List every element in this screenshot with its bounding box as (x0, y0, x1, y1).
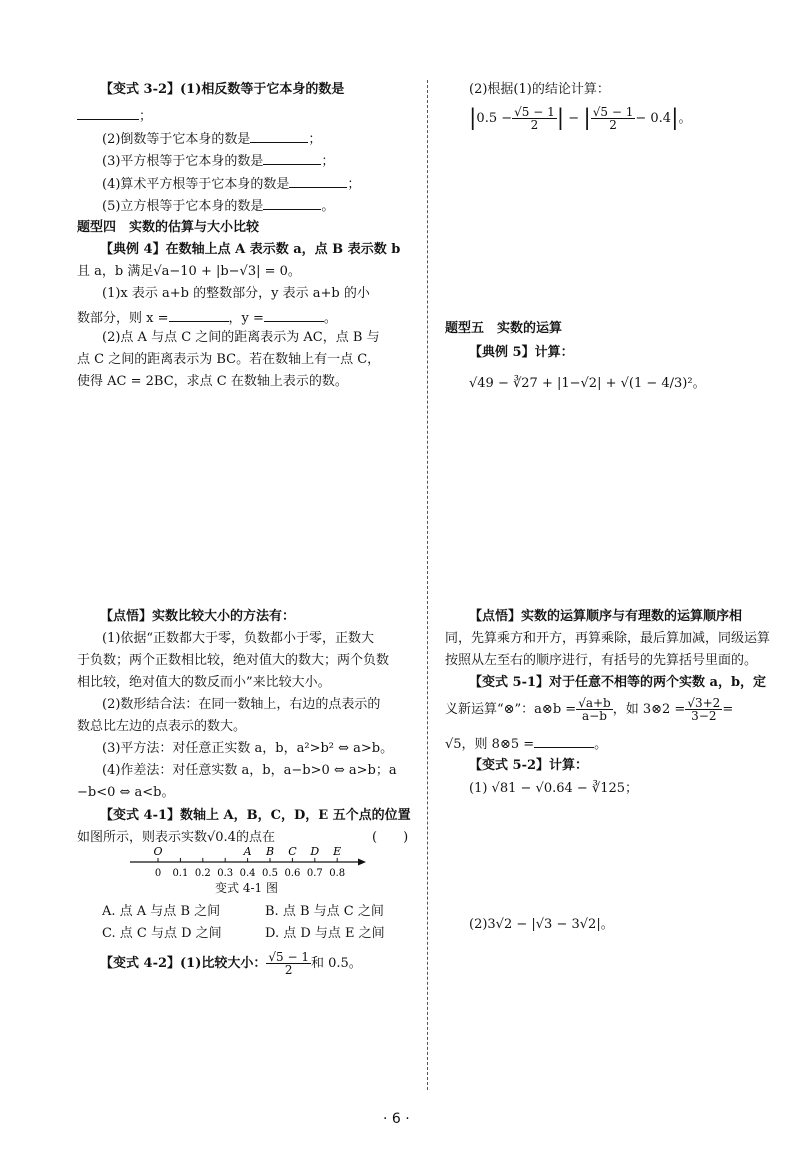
variant-5-2-q1: (1) √81 − √0.64 − ∛125； (469, 781, 639, 796)
example-4-q1-answer: 数部分，则 x = ，y = 。 (77, 311, 337, 326)
variant-3-2-q2: (2)倒数等于它本身的数是 ； (102, 132, 322, 147)
tip-4-line7: (4)作差法：对任意实数 a，b，a−b>0 ⇔ a>b；a (102, 763, 397, 778)
tip-5-line3: 按照从左至右的顺序进行，有括号的先算括号里面的。 (445, 653, 758, 668)
axis-tick-label: 0.4 (239, 868, 256, 879)
example-4-line1: 【典例 4】在数轴上点 A 表示数 a，点 B 表示数 b (100, 242, 401, 257)
tip-4-line4: (2)数形结合法：在同一数轴上，右边的点表示的 (102, 697, 381, 712)
example-4-q1: (1)x 表示 a+b 的整数部分，y 表示 a+b 的小 (102, 286, 370, 301)
axis-tick-label: 0.5 (262, 868, 278, 879)
section-title-5: 题型五 实数的运算 (445, 321, 563, 336)
example-5-title: 【典例 5】计算： (469, 345, 574, 360)
variant-5-1-line3: √5，则 8⊗5 = 。 (445, 737, 608, 752)
variant-3-2-q3: (3)平方根等于它本身的数是 ； (102, 154, 335, 169)
axis-point-label: A (243, 846, 252, 858)
example-4-q2-line3: 使得 AC = 2BC，求点 C 在数轴上表示的数。 (77, 374, 348, 389)
variant-5-2-title: 【变式 5-2】计算： (469, 758, 589, 773)
option-a: A. 点 A 与点 B 之间 (102, 904, 221, 919)
right-q2-line1: (2)根据(1)的结论计算： (469, 82, 610, 97)
variant-3-2-q1: 【变式 3-2】(1)相反数等于它本身的数是 (100, 82, 345, 97)
example-4-line2: 且 a，b 满足√a−10 + |b−√3| = 0。 (77, 264, 301, 279)
example-5-expression: √49 − ∛27 + |1−√2| + √(1 − 4/3)²。 (469, 376, 706, 391)
axis-tick-label: 0.7 (306, 868, 323, 879)
page-number: · 6 · (383, 1111, 410, 1127)
axis-tick-label: 0.2 (194, 868, 211, 879)
axis-tick-label: 0.6 (284, 868, 301, 879)
axis-point-label: E (333, 846, 342, 858)
variant-4-1-line2: 如图所示，则表示实数√0.4的点在 (77, 830, 275, 845)
axis-tick-label: 0 (154, 868, 162, 879)
axis-point-label: D (310, 846, 320, 858)
answer-bracket: ( ) (372, 830, 409, 845)
tip-4-line6: (3)平方法：对任意正实数 a，b，a²>b² ⇔ a>b。 (102, 741, 394, 756)
axis-point-label: B (265, 846, 275, 858)
right-q2-expression: |0.5 − $\frac{√5 - 1}{2}$ | − | $\frac{√5 - 1}{2}$ − 0.4|。 (469, 105, 692, 132)
tip-4-line8: −b<0 ⇔ a<b。 (77, 785, 175, 800)
tip-4-title: 【点悟】实数比较大小的方法有： (100, 609, 296, 624)
variant-5-1-line2: 义新运算“⊗”：a⊗b = $\frac{√a+b}{a-b}$ ，如 3⊗2 = $\frac{√3+2}{3-2}$ = (445, 696, 734, 723)
tip-5-line2: 同，先算乘方和开方，再算乘除，最后算加减，同级运算 (445, 631, 771, 646)
variant-5-2-q2: (2)3√2 − |√3 − 3√2|。 (469, 917, 614, 932)
number-line-arrow (358, 859, 366, 866)
tip-4-line2: 于负数；两个正数相比较，绝对值大的数大；两个负数 (77, 653, 390, 668)
column-divider (427, 80, 428, 1090)
tip-4-line3: 相比较，绝对值大的数反而小”来比较大小。 (77, 675, 331, 690)
tip-4-line5: 数总比左边的点表示的数大。 (77, 719, 247, 734)
option-b: B. 点 B 与点 C 之间 (265, 904, 384, 919)
tip-5-line1: 【点悟】实数的运算顺序与有理数的运算顺序相 (469, 609, 743, 624)
option-c: C. 点 C 与点 D 之间 (102, 926, 222, 941)
variant-5-1-line1: 【变式 5-1】对于任意不相等的两个实数 a，b，定 (469, 675, 767, 690)
figure-caption: 变式 4-1 图 (215, 881, 278, 895)
tip-4-line1: (1)依据“正数都大于零，负数都小于零，正数大 (102, 631, 375, 646)
variant-3-2-q4: (4)算术平方根等于它本身的数是 ； (102, 177, 361, 192)
example-4-q2-line1: (2)点 A 与点 C 之间的距离表示为 AC，点 B 与 (102, 330, 380, 345)
variant-3-2-q5: (5)立方根等于它本身的数是 。 (102, 199, 335, 214)
option-d: D. 点 D 与点 E 之间 (265, 926, 385, 941)
variant-3-2-q1-answer: ； (77, 107, 152, 123)
axis-tick-label: 0.3 (217, 868, 234, 879)
axis-tick-label: 0.1 (172, 868, 189, 879)
variant-4-1-line1: 【变式 4-1】数轴上 A，B，C，D，E 五个点的位置 (100, 808, 411, 823)
axis-tick-label: 0.8 (329, 868, 346, 879)
axis-point-label: C (288, 846, 297, 858)
variant-4-2-q1: 【变式 4-2】(1)比较大小： $\frac{√5 - 1}{2}$ 和 0.5。 (100, 950, 362, 977)
axis-point-label: O (153, 846, 163, 858)
section-title-4: 题型四 实数的估算与大小比较 (77, 220, 260, 235)
example-4-q2-line2: 点 C 之间的距离表示为 BC。若在数轴上有一点 C， (77, 352, 381, 367)
